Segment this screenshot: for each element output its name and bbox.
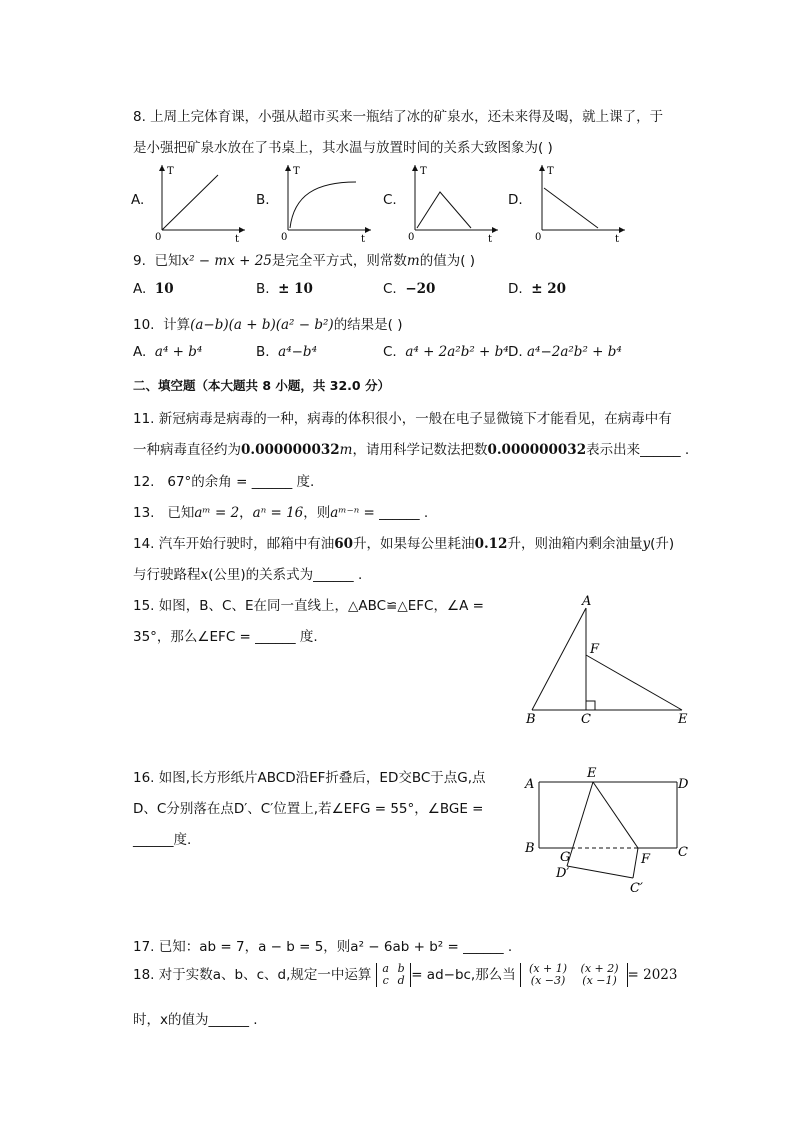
q11-line2-c: 表示出来______ .: [586, 442, 690, 458]
q13-post: .: [423, 505, 429, 521]
q18-det1-c: c: [382, 974, 389, 987]
q12-post: 度.: [296, 474, 315, 490]
q16-point-d: D: [678, 777, 689, 792]
q14-value-012: 0.12: [474, 536, 508, 552]
q14-line1-d: (升): [650, 536, 675, 552]
q8-graph-d-xlabel: t: [615, 234, 620, 245]
q18-det2-d: (x −1): [582, 974, 617, 987]
q9-expression: x² − mx + 25: [181, 253, 272, 269]
q8-graph-a-xlabel: t: [235, 234, 240, 245]
q9-mid: 是完全平方式，则常数: [271, 253, 407, 269]
q8-graph-a: [150, 160, 250, 245]
q13-blank: ______: [379, 505, 420, 521]
q11-line1: 11. 新冠病毒是病毒的一种，病毒的体积很小，一般在电子显微镜下才能看见，在病毒中有: [133, 411, 672, 427]
q10-post: 的结果是( ): [333, 317, 403, 333]
q10-option-a-text: a⁴ + b⁴: [154, 344, 203, 360]
q15-line1: 15. 如图，B、C、E在同一直线上，△ABC≌△EFC，∠A =: [133, 598, 484, 614]
q9-option-a-letter: A.: [133, 281, 147, 297]
q8-graph-c-xlabel: t: [488, 234, 493, 245]
q13-separator: ，: [239, 505, 253, 521]
q18-line2: 时，x的值为______ .: [133, 1012, 258, 1028]
q10-option-a: [133, 344, 202, 360]
q8-option-c-letter: C.: [383, 192, 397, 208]
q14-var-y: y: [642, 536, 651, 552]
q16-point-g: G: [560, 850, 571, 865]
q8-graph-b-ylabel: T: [293, 166, 300, 177]
q14-line1: [133, 532, 674, 552]
q8-graph-c-ylabel: T: [420, 166, 427, 177]
q9-option-c-letter: C.: [383, 281, 397, 297]
q8-graph-c: [403, 160, 503, 245]
q16-line1: 16. 如图,长方形纸片ABCD沿EF折叠后，ED交BC于点G,点: [133, 770, 486, 786]
q9-pre: 已知: [154, 253, 182, 269]
q13-expression-2: aⁿ = 16: [252, 505, 304, 521]
q8-graph-d: [530, 160, 630, 245]
q8-graph-a-origin: 0: [155, 232, 162, 243]
q9-option-a-text: 10: [154, 281, 174, 297]
q13-mid: ，则: [303, 505, 331, 521]
q18-det1-a: a: [382, 962, 389, 975]
q12-stem: [133, 470, 314, 490]
q8-option-a-letter: A.: [131, 192, 145, 208]
q14-var-x: x: [200, 567, 209, 583]
q9-number: 9.: [133, 253, 146, 269]
q18-determinant-1: [376, 963, 412, 987]
q14-line2: [133, 563, 362, 583]
q18-line1-c: = 2023: [627, 967, 678, 983]
q12-number: 12.: [133, 474, 155, 490]
q13-expression-3: aᵐ⁻ⁿ =: [330, 505, 375, 521]
q11-number-value: 0.000000032: [241, 442, 340, 458]
q18-line1-b: = ad−bc,那么当: [411, 967, 516, 983]
q8-graph-c-origin: 0: [408, 232, 415, 243]
q10-option-a-letter: A.: [133, 344, 147, 360]
q10-option-d-text: a⁴−2a²b² + b⁴: [526, 344, 622, 360]
q10-option-b: [256, 344, 317, 360]
q11-line2-a: 一种病毒直径约为: [133, 442, 241, 458]
q18-det2-b: (x + 2): [580, 962, 619, 975]
q8-graph-b-xlabel: t: [361, 234, 366, 245]
q18-line1-a: 18. 对于实数a、b、c、d,规定一中运算: [133, 967, 372, 983]
q9-option-c: [383, 281, 435, 297]
q8-graph-b-origin: 0: [281, 232, 288, 243]
q9-option-d-text: ± 20: [531, 281, 567, 297]
q8-graph-b: [276, 160, 376, 245]
q14-line1-a: 14. 汽车开始行驶时，邮箱中有油: [133, 536, 335, 552]
q16-point-a: A: [525, 777, 535, 792]
q10-number: 10.: [133, 317, 155, 333]
q10-stem: [133, 313, 403, 333]
q16-point-c: C: [678, 845, 688, 860]
q14-line2-b: (公里)的关系式为______ .: [208, 567, 363, 583]
q14-line1-c: 升，则油箱内剩余油量: [507, 536, 643, 552]
q10-pre: 计算: [163, 317, 191, 333]
q9-option-b: [256, 281, 313, 297]
q17-stem: 17. 已知：ab = 7，a − b = 5，则a² − 6ab + b² = ______ .: [133, 939, 513, 955]
q18-det2-c: (x −3): [530, 974, 566, 987]
q15-line2: 35°，那么∠EFC = ______ 度.: [133, 629, 318, 645]
q9-option-d: [508, 281, 566, 297]
q10-option-b-letter: B.: [256, 344, 270, 360]
q10-option-c: [383, 344, 509, 360]
q15-point-a: A: [582, 594, 592, 609]
q8-graph-d-origin: 0: [535, 232, 542, 243]
q9-stem: [133, 249, 475, 269]
q18-determinant-2: [520, 963, 628, 987]
q14-line2-a: 与行驶路程: [133, 567, 201, 583]
q9-option-c-text: −20: [405, 281, 436, 297]
q15-point-b: B: [526, 712, 536, 727]
q8-line2: 是小强把矿泉水放在了书桌上，其水温与放置时间的关系大致图象为( ): [133, 140, 553, 156]
q10-expression: (a−b)(a + b)(a² − b²): [190, 317, 334, 333]
q8-option-b-letter: B.: [256, 192, 270, 208]
q11-line2: [133, 438, 689, 458]
q9-option-b-text: ± 10: [278, 281, 313, 297]
q11-unit: m: [339, 442, 353, 458]
q9-option-d-letter: D.: [508, 281, 523, 297]
q9-post: 的值为( ): [419, 253, 476, 269]
q9-option-b-letter: B.: [256, 281, 270, 297]
q16-figure: [520, 765, 700, 900]
q16-point-e: E: [587, 766, 597, 781]
q10-option-c-letter: C.: [383, 344, 397, 360]
q10-option-d: [508, 344, 622, 360]
q12-blank: ______: [251, 474, 293, 490]
q18-det1-d: d: [397, 974, 405, 987]
q10-option-c-text: a⁴ + 2a²b² + b⁴: [405, 344, 509, 360]
q9-var: m: [406, 253, 420, 269]
q15-point-e: E: [678, 712, 688, 727]
q14-line1-b: 升，如果每公里耗油: [353, 536, 475, 552]
q16-point-c-prime: C′: [630, 881, 643, 896]
section-2-title: 二、填空题（本大题共 8 小题，共 32.0 分）: [133, 378, 390, 393]
q18-det2-a: (x + 1): [529, 962, 568, 975]
q11-number-value-2: 0.000000032: [487, 442, 587, 458]
q13-stem: [133, 501, 428, 521]
q16-line3: ______度.: [133, 832, 192, 848]
q15-point-f: F: [590, 642, 600, 657]
q10-option-b-text: a⁴−b⁴: [278, 344, 317, 360]
q13-pre: 已知: [167, 505, 195, 521]
q16-line2: D、C分别落在点D′、C′位置上,若∠EFG = 55°，∠BGE =: [133, 801, 484, 817]
q9-option-a: [133, 281, 174, 297]
q18-line1: [133, 963, 678, 987]
q11-line2-b: ，请用科学记数法把数: [352, 442, 488, 458]
q15-figure: [520, 590, 700, 730]
q10-option-d-letter: D.: [508, 344, 523, 360]
q8-graph-a-ylabel: T: [167, 166, 174, 177]
q15-point-c: C: [581, 712, 591, 727]
q13-expression-1: aᵐ = 2: [194, 505, 240, 521]
q18-det1-b: b: [397, 962, 405, 975]
q8-line1: 8. 上周上完体育课，小强从超市买来一瓶结了冰的矿泉水，还未来得及喝，就上课了，于: [133, 109, 664, 125]
q16-point-b: B: [525, 841, 535, 856]
q16-point-f: F: [641, 852, 651, 867]
q14-value-60: 60: [334, 536, 354, 552]
q16-point-d-prime: D′: [556, 866, 570, 881]
q12-expression: 67°的余角 =: [167, 474, 248, 490]
q13-number: 13.: [133, 505, 155, 521]
q8-option-d-letter: D.: [508, 192, 523, 208]
q8-graph-d-ylabel: T: [547, 166, 554, 177]
